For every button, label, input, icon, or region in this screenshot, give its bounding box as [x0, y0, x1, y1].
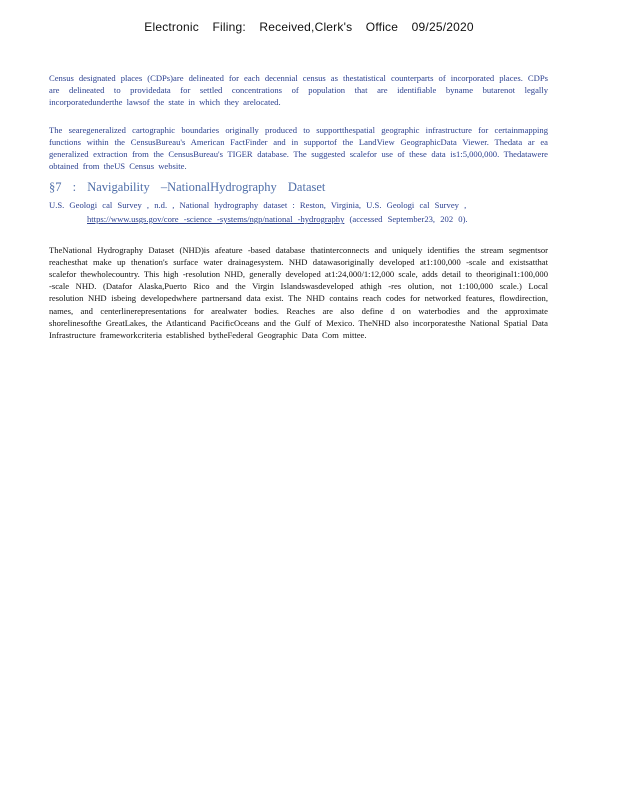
- citation-accessed: (accessed September23, 202 0).: [344, 214, 468, 224]
- cartographic-boundaries-paragraph: The searegeneralized cartographic boundaries originally produced to supportthespatial geographic infrastructure for certainmapping functions within the CensusBureau's American FactFinder and in supportof the LandView GeographicData Viewer. Thedata ar ea generalized extraction from the CensusBureau's TIGER database. The suggested scalefor use of these data is1:5,000,000. Thedatawere obtained from theUS Census website.: [49, 124, 548, 172]
- citation: [49, 198, 548, 226]
- citation-text: U.S. Geologi cal Survey , n.d. , National hydrography dataset : Reston, Virginia, U.S. Geologi cal Survey ,: [49, 200, 467, 210]
- filing-stamp-header: Electronic Filing: Received,Clerk's Office 09/25/2020: [144, 20, 474, 34]
- citation-url-line: [49, 212, 548, 226]
- section-heading: §7 : Navigability –NationalHydrography Dataset: [49, 180, 326, 194]
- citation-link[interactable]: https://www.usgs.gov/core -science -systems/ngp/national -hydrography: [87, 214, 345, 224]
- nhd-paragraph: TheNational Hydrography Dataset (NHD)is afeature -based database thatinterconnects and uniquely identifies the stream segmentsor reachesthat make up thenation's surface water drainagesystem. NHD datawasoriginally developed at1:100,000 -scale and existsatthat scalefor thewholecountry. This high -resolution NHD, generally developed at1:24,000/1:12,000 scale, adds detail to theoriginal1:100,000 -scale NHD. (Datafor Alaska,Puerto Rico and the Virgin Islandswasdeveloped athigh -res olution, not 1:100,000 scale.) Local resolution NHD isbeing developedwhere partnersand data exist. The NHD contains reach codes for networked features, flowdirection, names, and centerlinerepresentations for arealwater bodies. Reaches are also define d on waterbodies and the approximate shorelinesofthe GreatLakes, the Atlanticand PacificOceans and the Gulf of Mexico. TheNHD also incorporatesthe National Spatial Data Infrastructure frameworkcriteria established bytheFederal Geographic Data Com mittee.: [49, 244, 548, 341]
- cdp-paragraph: Census designated places (CDPs)are delineated for each decennial census as thestatistical counterparts of incorporated places. CDPs are delineated to providedata for settled concentrations of population that are identifiable byname butarenot legally incorporatedunderthe lawsof the state in which they arelocated.: [49, 72, 548, 107]
